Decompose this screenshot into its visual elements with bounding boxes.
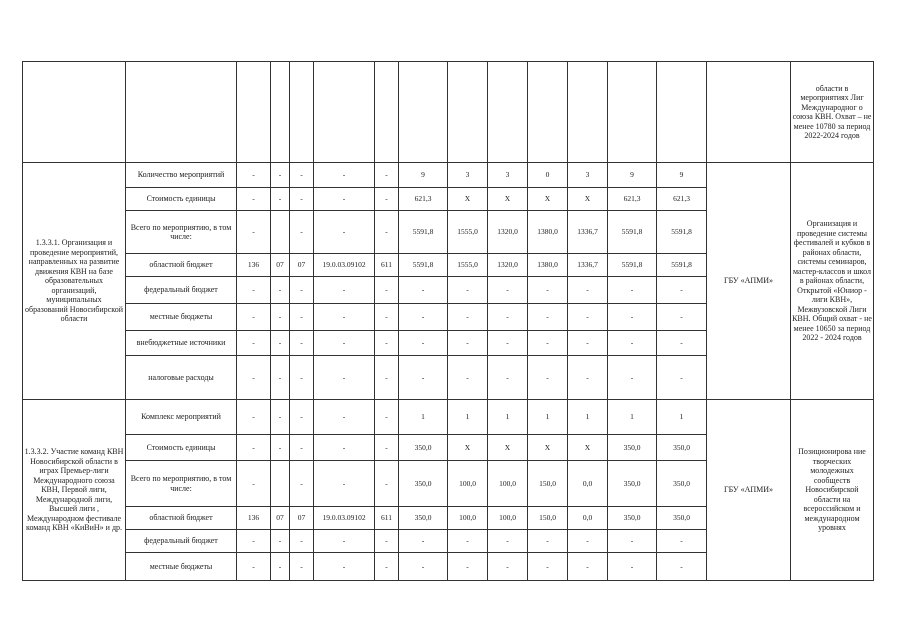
code-pr: - [290, 461, 314, 507]
row-label: внебюджетные источники [126, 331, 237, 356]
value-cell: - [488, 356, 528, 400]
value-cell: - [528, 530, 568, 553]
empty-cell [237, 62, 271, 163]
value-cell: 3 [568, 163, 608, 188]
code-vr: - [375, 553, 399, 581]
value-cell: X [528, 435, 568, 461]
value-cell: - [448, 356, 488, 400]
code-rz: - [271, 435, 290, 461]
value-cell: 1320,0 [488, 211, 528, 254]
result-cell: области в мероприятиях Лиг Международног о союза КВН. Охват – не менее 10780 за период 2022-2024 годов [791, 62, 874, 163]
value-cell: - [528, 331, 568, 356]
value-cell: - [448, 331, 488, 356]
value-cell: - [568, 530, 608, 553]
code-grbs: - [237, 461, 271, 507]
value-cell: - [528, 356, 568, 400]
value-cell: - [657, 553, 707, 581]
empty-cell [23, 62, 126, 163]
code-vr: - [375, 277, 399, 304]
code-csr: - [314, 163, 375, 188]
value-cell: - [657, 304, 707, 331]
code-grbs: - [237, 163, 271, 188]
empty-cell [488, 62, 528, 163]
code-vr: 611 [375, 507, 399, 530]
value-cell: - [399, 553, 448, 581]
value-cell: - [488, 530, 528, 553]
value-cell: - [568, 553, 608, 581]
program-table [22, 61, 874, 581]
value-cell: 350,0 [657, 435, 707, 461]
row-label: федеральный бюджет [126, 530, 237, 553]
empty-cell [707, 62, 791, 163]
value-cell: X [448, 435, 488, 461]
value-cell: 1336,7 [568, 254, 608, 277]
row-label: местные бюджеты [126, 304, 237, 331]
code-grbs: - [237, 304, 271, 331]
value-cell: - [488, 331, 528, 356]
code-csr: 19.0.03.09102 [314, 254, 375, 277]
expected-result: Организация и проведение системы фестивалей и кубков в районах области, системы семинаров, мастер-классов и школ в районах области, Открытой «Юниор - лиги КВН», Межвузовской Лиги КВН. Общий охват - не менее 10650 за период 2022 - 2024 годов [791, 163, 874, 400]
executor: ГБУ «АПМИ» [707, 163, 791, 400]
value-cell: 5591,8 [657, 211, 707, 254]
code-rz: 07 [271, 254, 290, 277]
code-vr: - [375, 530, 399, 553]
value-cell: - [399, 331, 448, 356]
empty-cell [448, 62, 488, 163]
code-grbs: 136 [237, 507, 271, 530]
value-cell: - [568, 356, 608, 400]
row-label: Комплекс мероприятий [126, 400, 237, 435]
value-cell: X [448, 188, 488, 211]
value-cell: X [568, 188, 608, 211]
empty-cell [375, 62, 399, 163]
code-pr: - [290, 211, 314, 254]
code-grbs: - [237, 211, 271, 254]
value-cell: - [568, 331, 608, 356]
code-csr: 19.0.03.09102 [314, 507, 375, 530]
code-csr: - [314, 188, 375, 211]
value-cell: - [528, 277, 568, 304]
code-rz [271, 461, 290, 507]
value-cell: 350,0 [608, 461, 657, 507]
empty-cell [399, 62, 448, 163]
value-cell: - [657, 530, 707, 553]
code-pr: - [290, 304, 314, 331]
row-label: Стоимость единицы [126, 188, 237, 211]
code-csr: - [314, 530, 375, 553]
code-pr: - [290, 435, 314, 461]
value-cell: 0,0 [568, 461, 608, 507]
value-cell: 350,0 [399, 507, 448, 530]
code-pr: - [290, 188, 314, 211]
value-cell: - [608, 530, 657, 553]
code-pr: 07 [290, 507, 314, 530]
table-row-continuation [23, 62, 874, 163]
code-vr: - [375, 461, 399, 507]
value-cell: 350,0 [657, 507, 707, 530]
code-vr: - [375, 435, 399, 461]
value-cell: 1 [399, 400, 448, 435]
value-cell: 100,0 [488, 461, 528, 507]
value-cell: - [528, 304, 568, 331]
code-csr: - [314, 461, 375, 507]
empty-cell [528, 62, 568, 163]
value-cell: 9 [399, 163, 448, 188]
value-cell: 1 [448, 400, 488, 435]
code-vr: - [375, 163, 399, 188]
code-rz [271, 211, 290, 254]
measure-title: 1.3.3.1. Организация и проведение мероприятий, направленных на развитие движения КВН на базе образовательных организаций, муниципальных образований Новосибирской области [23, 163, 126, 400]
value-cell: 1336,7 [568, 211, 608, 254]
value-cell: 350,0 [657, 461, 707, 507]
value-cell: 5591,8 [399, 254, 448, 277]
code-rz: - [271, 304, 290, 331]
code-pr: - [290, 277, 314, 304]
value-cell: - [448, 530, 488, 553]
value-cell: 1320,0 [488, 254, 528, 277]
value-cell: - [568, 277, 608, 304]
empty-cell [126, 62, 237, 163]
value-cell: 1555,0 [448, 254, 488, 277]
value-cell: 1380,0 [528, 211, 568, 254]
value-cell: X [488, 435, 528, 461]
value-cell: - [528, 553, 568, 581]
value-cell: - [657, 356, 707, 400]
value-cell: 9 [608, 163, 657, 188]
value-cell: 350,0 [399, 435, 448, 461]
code-rz: - [271, 356, 290, 400]
value-cell: X [528, 188, 568, 211]
code-vr: - [375, 188, 399, 211]
code-pr: - [290, 163, 314, 188]
empty-cell [271, 62, 290, 163]
code-csr: - [314, 331, 375, 356]
code-csr: - [314, 304, 375, 331]
value-cell: 0,0 [568, 507, 608, 530]
value-cell: - [448, 553, 488, 581]
value-cell: 100,0 [448, 461, 488, 507]
code-grbs: - [237, 277, 271, 304]
value-cell: - [568, 304, 608, 331]
value-cell: 350,0 [608, 507, 657, 530]
value-cell: 9 [657, 163, 707, 188]
code-rz: - [271, 188, 290, 211]
row-label: Всего по мероприятию, в том числе: [126, 211, 237, 254]
table-row [23, 163, 874, 188]
code-pr: - [290, 530, 314, 553]
code-vr: - [375, 304, 399, 331]
empty-cell [290, 62, 314, 163]
row-label: Всего по мероприятию, в том числе: [126, 461, 237, 507]
code-csr: - [314, 400, 375, 435]
value-cell: 621,3 [399, 188, 448, 211]
code-csr: - [314, 277, 375, 304]
value-cell: 1 [568, 400, 608, 435]
code-rz: - [271, 277, 290, 304]
value-cell: 1 [528, 400, 568, 435]
value-cell: 1 [657, 400, 707, 435]
measure-title: 1.3.3.2. Участие команд КВН Новосибирской области в играх Премьер-лиги Международного союза КВН, Первой лиги, Международной лиги, Высшей лиги , Международном фестивале команд КВН «КиВиН» и др. [23, 400, 126, 581]
value-cell: - [608, 356, 657, 400]
value-cell: - [657, 277, 707, 304]
value-cell: X [568, 435, 608, 461]
code-csr: - [314, 435, 375, 461]
code-pr: - [290, 331, 314, 356]
value-cell: - [608, 553, 657, 581]
value-cell: 100,0 [448, 507, 488, 530]
value-cell: - [448, 277, 488, 304]
value-cell: - [448, 304, 488, 331]
code-grbs: - [237, 331, 271, 356]
empty-cell [608, 62, 657, 163]
code-pr: - [290, 400, 314, 435]
value-cell: 1 [608, 400, 657, 435]
value-cell: 5591,8 [608, 254, 657, 277]
code-csr: - [314, 211, 375, 254]
code-grbs: - [237, 435, 271, 461]
value-cell: 1380,0 [528, 254, 568, 277]
code-rz: - [271, 163, 290, 188]
value-cell: - [608, 331, 657, 356]
value-cell: - [399, 356, 448, 400]
row-label: Стоимость единицы [126, 435, 237, 461]
value-cell: - [657, 331, 707, 356]
value-cell: 150,0 [528, 507, 568, 530]
value-cell: 3 [448, 163, 488, 188]
value-cell: - [608, 304, 657, 331]
code-grbs: - [237, 188, 271, 211]
row-label: налоговые расходы [126, 356, 237, 400]
code-grbs: - [237, 530, 271, 553]
table-row [23, 400, 874, 435]
empty-cell [657, 62, 707, 163]
code-pr: 07 [290, 254, 314, 277]
value-cell: 5591,8 [608, 211, 657, 254]
value-cell: - [399, 304, 448, 331]
code-grbs: - [237, 400, 271, 435]
code-rz: - [271, 553, 290, 581]
code-csr: - [314, 553, 375, 581]
value-cell: - [399, 530, 448, 553]
code-vr: 611 [375, 254, 399, 277]
code-grbs: - [237, 356, 271, 400]
code-vr: - [375, 331, 399, 356]
expected-result: Позиционирова ние творческих молодежных сообществ Новосибирской области на всероссийском и международном уровнях [791, 400, 874, 581]
row-label: областной бюджет [126, 254, 237, 277]
code-pr: - [290, 356, 314, 400]
value-cell: 350,0 [399, 461, 448, 507]
value-cell: 5591,8 [399, 211, 448, 254]
value-cell: 1555,0 [448, 211, 488, 254]
code-vr: - [375, 211, 399, 254]
code-rz: - [271, 530, 290, 553]
value-cell: 621,3 [657, 188, 707, 211]
empty-cell [568, 62, 608, 163]
value-cell: 100,0 [488, 507, 528, 530]
value-cell: 150,0 [528, 461, 568, 507]
value-cell: 350,0 [608, 435, 657, 461]
value-cell: - [488, 304, 528, 331]
code-grbs: - [237, 553, 271, 581]
value-cell: 3 [488, 163, 528, 188]
row-label: областной бюджет [126, 507, 237, 530]
code-rz: - [271, 331, 290, 356]
value-cell: 5591,8 [657, 254, 707, 277]
code-pr: - [290, 553, 314, 581]
value-cell: X [488, 188, 528, 211]
row-label: Количество мероприятий [126, 163, 237, 188]
code-csr: - [314, 356, 375, 400]
table-body [23, 62, 874, 581]
value-cell: - [608, 277, 657, 304]
value-cell: 0 [528, 163, 568, 188]
code-rz: 07 [271, 507, 290, 530]
code-vr: - [375, 400, 399, 435]
empty-cell [314, 62, 375, 163]
row-label: федеральный бюджет [126, 277, 237, 304]
value-cell: 621,3 [608, 188, 657, 211]
code-vr: - [375, 356, 399, 400]
row-label: местные бюджеты [126, 553, 237, 581]
code-grbs: 136 [237, 254, 271, 277]
code-rz: - [271, 400, 290, 435]
value-cell: - [488, 277, 528, 304]
value-cell: 1 [488, 400, 528, 435]
value-cell: - [399, 277, 448, 304]
value-cell: - [488, 553, 528, 581]
executor: ГБУ «АПМИ» [707, 400, 791, 581]
